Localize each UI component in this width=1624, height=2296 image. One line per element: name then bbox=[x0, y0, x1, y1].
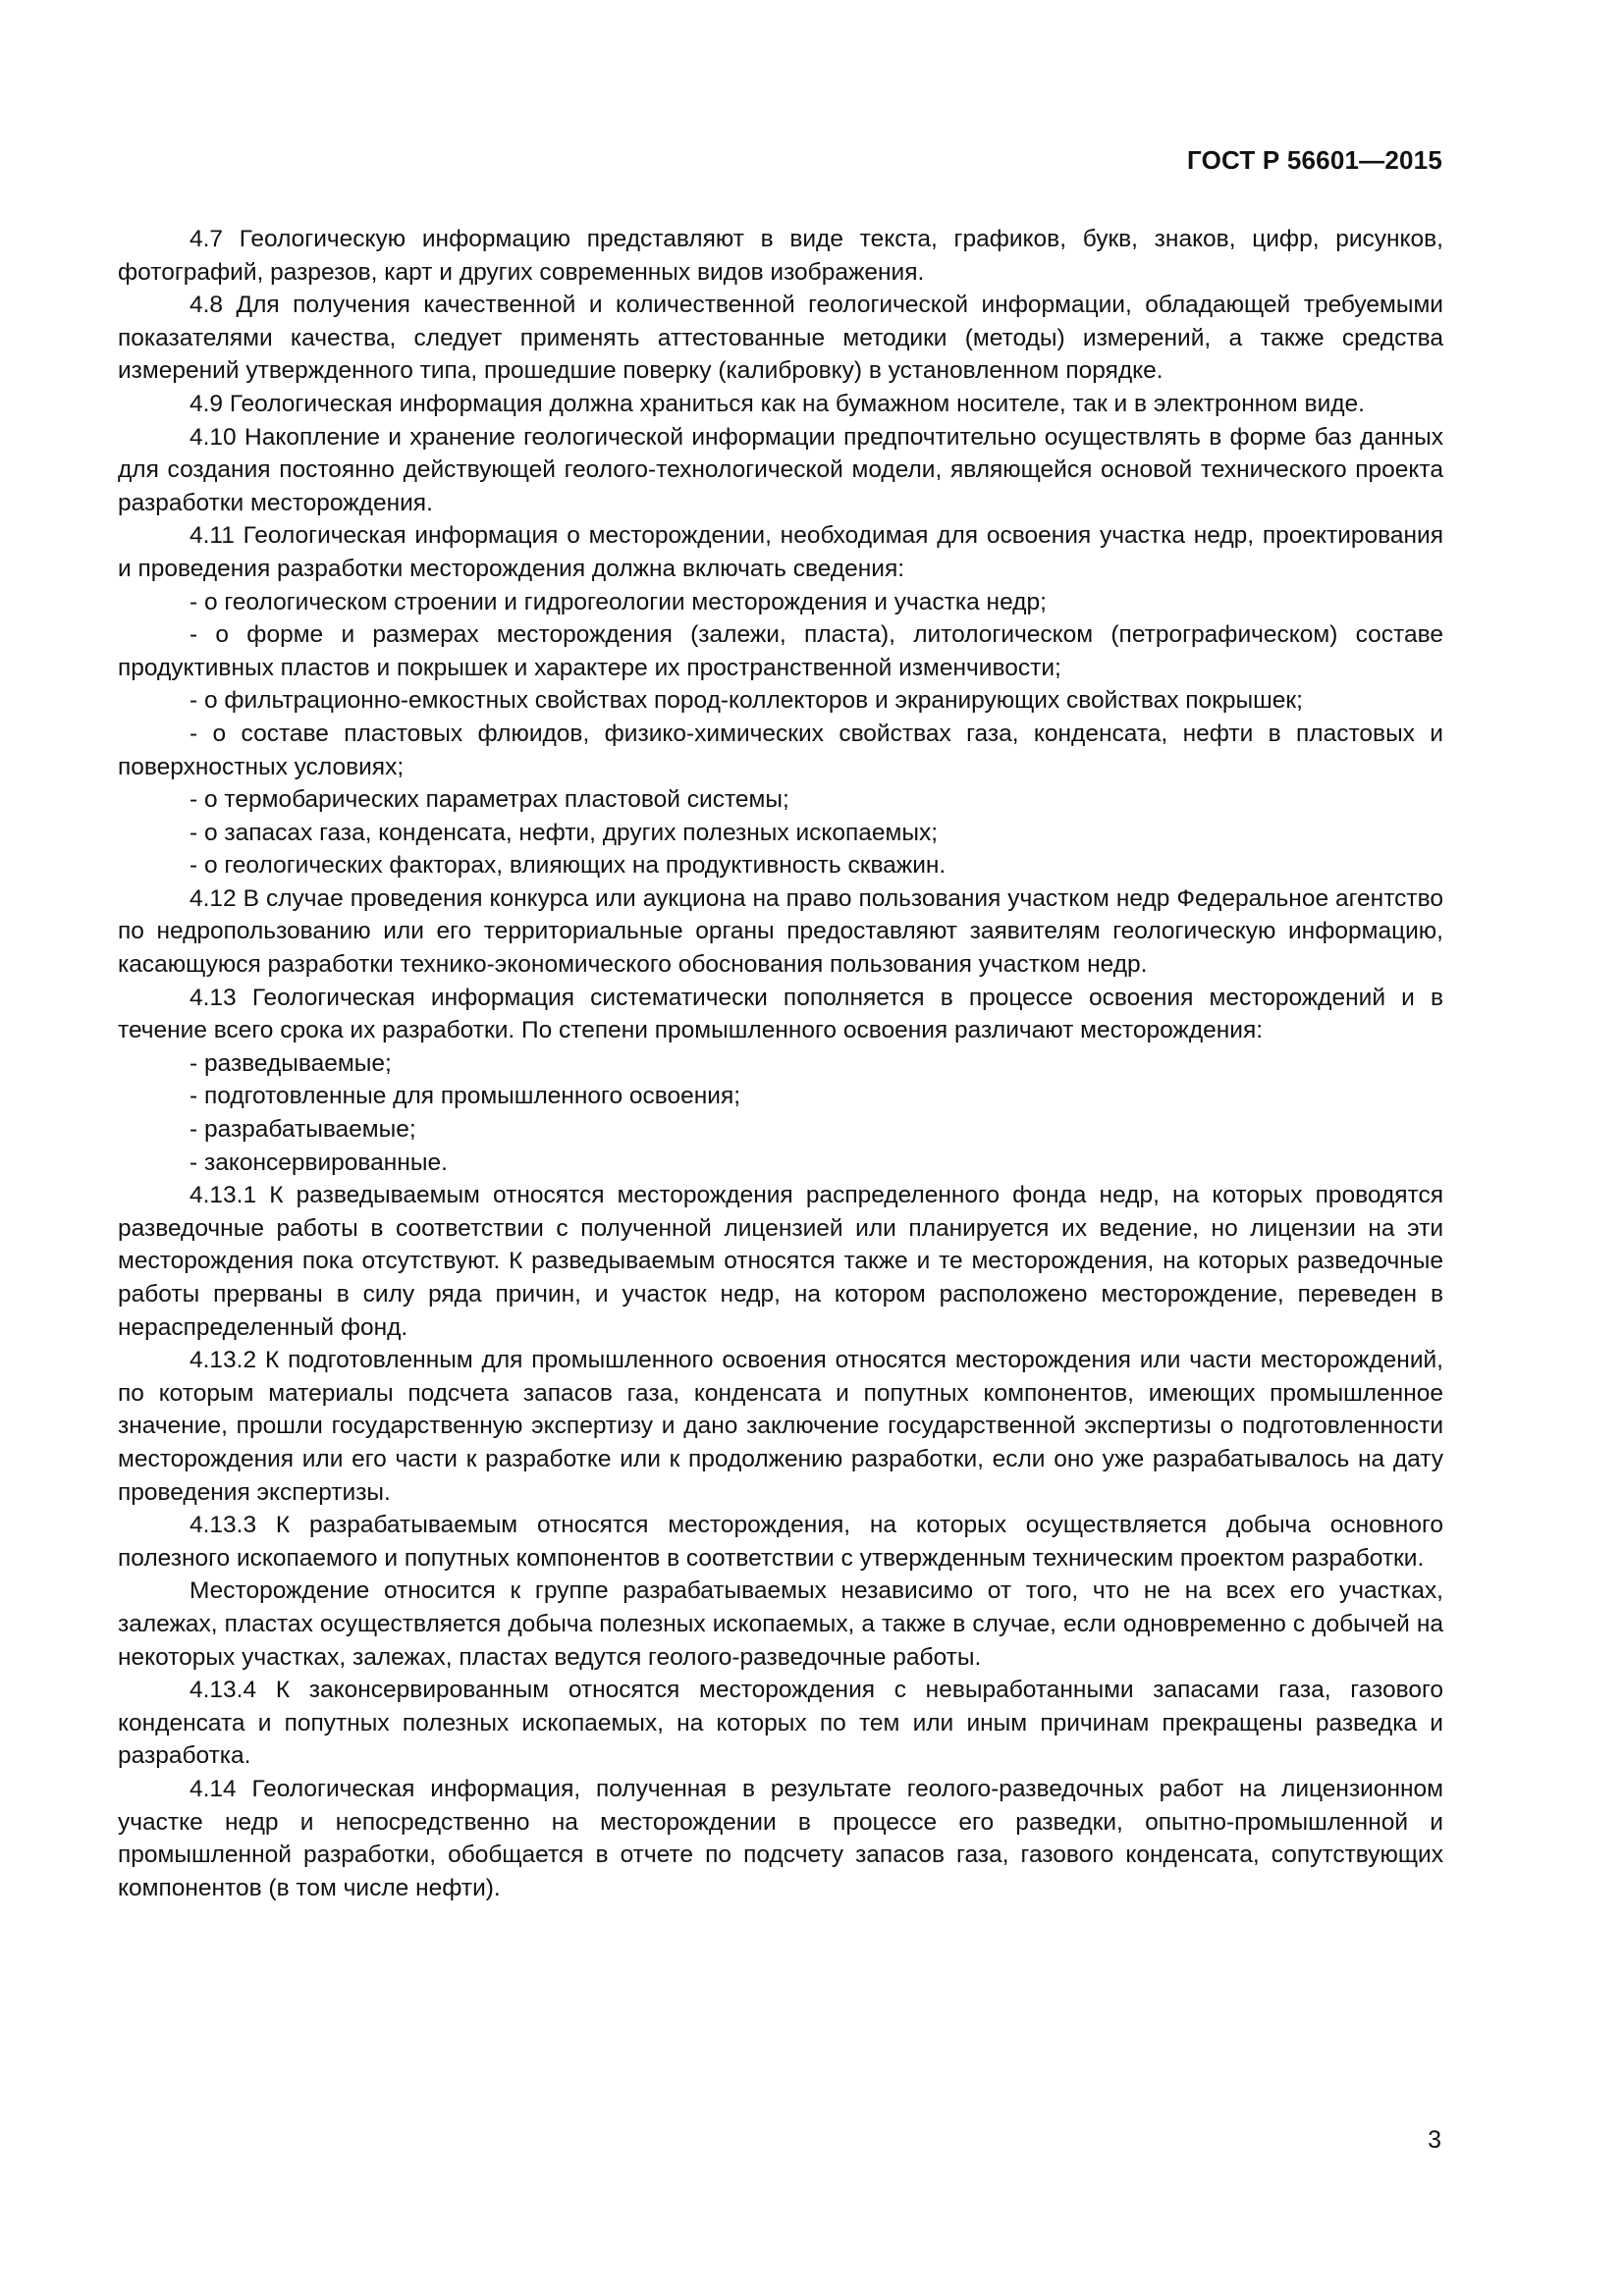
list-item-filtration: - о фильтрационно-емкостных свойствах пород-коллекторов и экранирующих свойствах покрышек; bbox=[189, 687, 1303, 715]
paragraph-4-13-1: 4.13.1 К разведываемым относятся месторождения распределенного фонда недр, на которых проводятся разведочные работы в соответствии с полученной лицензией или планируется их ведение, но лицензии на эти месторождения пока отсутствуют. К разведываемым относятся также и те месторождения, на которых разведочные работы прерваны в силу ряда причин, и участок недр, на котором расположено месторождение, переведен в нераспределенный фонд. bbox=[118, 1182, 1443, 1341]
paragraph-4-8: 4.8 Для получения качественной и количественной геологической информации, обладающей требуемыми показателями качества, следует применять аттестованные методики (методы) измерений, а также средства измерений утвержденного типа, прошедшие поверку (калибровку) в установленном порядке. bbox=[118, 292, 1443, 385]
list-item-thermobaric: - о термобарических параметрах пластовой системы; bbox=[189, 786, 789, 814]
document-header-id: ГОСТ Р 56601—2015 bbox=[1187, 145, 1442, 175]
paragraph-4-13-3: 4.13.3 К разрабатываемым относятся месторождения, на которых осуществляется добыча основного полезного ископаемого и попутных компонентов в соответствии с утвержденным техническим проектом разработки. bbox=[118, 1512, 1443, 1572]
paragraph-4-13-4: 4.13.4 К законсервированным относятся месторождения с невыработанными запасами газа, газового конденсата и попутных полезных ископаемых, на которых по тем или иным причинам прекращены разведка и разработка. bbox=[118, 1677, 1443, 1770]
paragraph-4-13: 4.13 Геологическая информация систематически пополняется в процессе освоения месторождений и в течение всего срока их разработки. По степени промышленного освоения различают месторождения: bbox=[118, 984, 1443, 1044]
page-number: 3 bbox=[1428, 2126, 1441, 2154]
paragraph-4-13-3-note: Месторождение относится к группе разрабатываемых независимо от того, что не на всех его участках, залежах, пластах осуществляется добыча полезных ископаемых, а также в случае, если одновременно с добычей на некоторых участках, залежах, пластах ведутся геолого-разведочные работы. bbox=[118, 1577, 1443, 1671]
paragraph-4-10: 4.10 Накопление и хранение геологической информации предпочтительно осуществлять в форме баз данных для создания постоянно действующей геолого-технологической модели, являющейся основой технического проекта разработки месторождения. bbox=[118, 423, 1443, 516]
list-item-form-size: - о форме и размерах месторождения (залежи, пласта), литологическом (петрографическом) составе продуктивных пластов и покрышек и характере их пространственной изменчивости; bbox=[118, 621, 1443, 681]
paragraph-4-14: 4.14 Геологическая информация, полученная в результате геолого-разведочных работ на лицензионном участке недр и непосредственно на месторождении в процессе его разведки, опытно-промышленной и промышленной разработки, обобщается в отчете по подсчету запасов газа, газового конденсата, сопутствующих компонентов (в том числе нефти). bbox=[118, 1775, 1443, 1901]
list-item-fluids: - о составе пластовых флюидов, физико-химических свойствах газа, конденсата, нефти в пластовых и поверхностных условиях; bbox=[118, 720, 1443, 780]
paragraph-4-7: 4.7 Геологическую информацию представляют в виде текста, графиков, букв, знаков, цифр, рисунков, фотографий, разрезов, карт и других современных видов изображения. bbox=[118, 226, 1443, 286]
list-item-factors: - о геологических факторах, влияющих на продуктивность скважин. bbox=[189, 852, 947, 880]
paragraph-4-9: 4.9 Геологическая информация должна храниться как на бумажном носителе, так и в электронном виде. bbox=[189, 390, 1365, 417]
list-item-conserved: - законсервированные. bbox=[189, 1148, 448, 1176]
list-item-reserves: - о запасах газа, конденсата, нефти, других полезных ископаемых; bbox=[189, 819, 939, 846]
document-body bbox=[118, 223, 1443, 1904]
paragraph-4-13-2: 4.13.2 К подготовленным для промышленного освоения относятся месторождения или части месторождений, по которым материалы подсчета запасов газа, конденсата и попутных компонентов, имеющих промышленное значение, прошли государственную экспертизу и дано заключение государственной экспертизы о подготовленности месторождения или его части к разработке или к продолжению разработки, если оно уже разрабатывалось на дату проведения экспертизы. bbox=[118, 1347, 1443, 1506]
list-item-prepared: - подготовленные для промышленного освоения; bbox=[189, 1083, 741, 1110]
list-item-explored: - разведываемые; bbox=[189, 1049, 392, 1077]
paragraph-4-12: 4.12 В случае проведения конкурса или аукциона на право пользования участком недр Федеральное агентство по недропользованию или его территориальные органы предоставляют заявителям геологическую информацию, касающуюся разработки технико-экономического обоснования пользования участком недр. bbox=[118, 884, 1443, 979]
paragraph-4-11: 4.11 Геологическая информация о месторождении, необходимая для освоения участка недр, проектирования и проведения разработки месторождения должна включать сведения: bbox=[118, 522, 1443, 582]
list-item-developed: - разрабатываемые; bbox=[189, 1116, 416, 1144]
list-item-geology: - о геологическом строении и гидрогеологии месторождения и участка недр; bbox=[189, 588, 1047, 615]
